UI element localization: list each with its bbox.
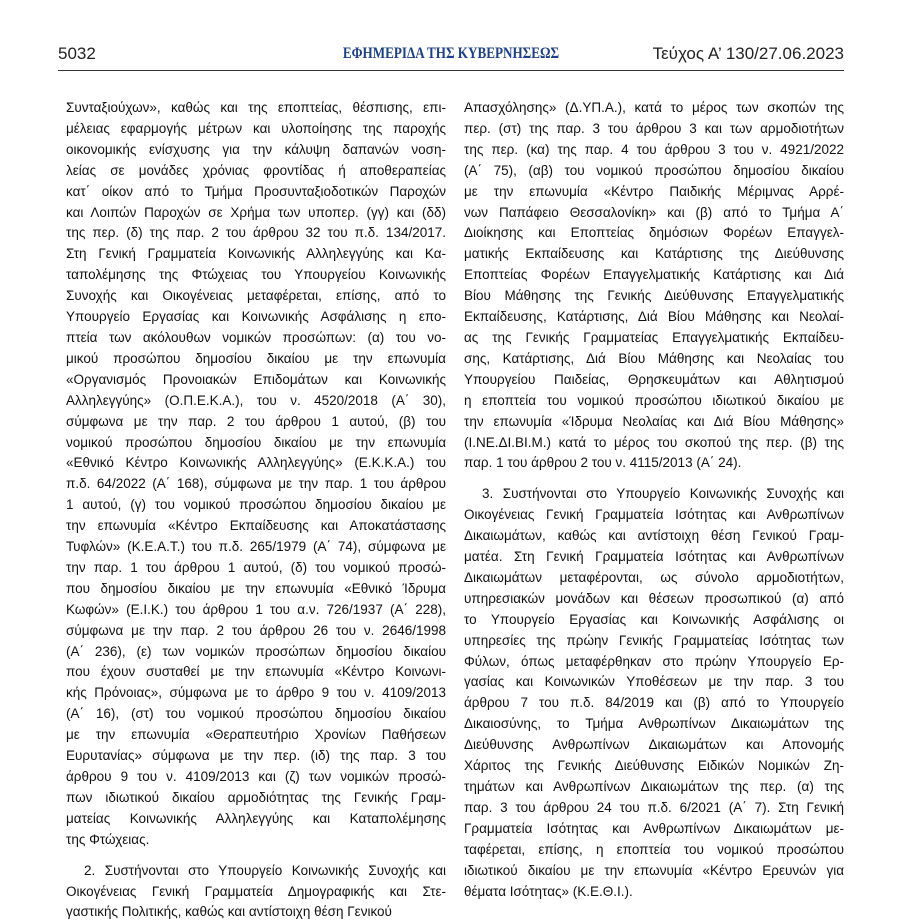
text-line: την επωνυμία «Ίδρυμα Νεολαίας και Διά Βίου Μάθησης» — [464, 413, 844, 429]
text-line: θέματα Ισότητας» (Κ.Ε.Θ.Ι.). — [464, 883, 633, 899]
text-line: μικού προσώπου δημοσίου δικαίου με την επωνυμία — [66, 350, 446, 366]
text-line: Ευρυτανίας» σύμφωνα με την περ. (ιδ) της παρ. 3 του — [66, 748, 446, 764]
text-line: με την επωνυμία «Κέντρο Παιδικής Μέριμνας Αρρέ- — [464, 183, 844, 199]
text-line: υπηρεσίες της πρώην Γενικής Γραμματείας Ισότητας των — [464, 632, 844, 648]
header-rule — [58, 70, 844, 71]
text-line: Αλληλεγγύης» (Ο.Π.Ε.Κ.Α.), του ν. 4520/2018 (Α΄ 30), — [66, 392, 446, 408]
text-line: πων ιδιωτικού δικαίου αρμοδιότητας της Γενικής Γραμ- — [66, 789, 446, 805]
text-line: ιδιωτικού δικαίου με την επωνυμία «Κέντρο Ερευνών για — [464, 862, 844, 878]
text-line: Συνοχής και Οικογένειας μεταφέρεται, επίσης, από το — [66, 288, 446, 304]
text-line: Δικαιοσύνης, το Τμήμα Ανθρωπίνων Δικαιωμάτων της — [464, 716, 844, 732]
text-line: 2. Συστήνονται στο Υπουργείο Κοινωνικής Συνοχής και — [84, 862, 446, 878]
text-line: παρ. 3 του άρθρου 24 του π.δ. 6/2021 (Α΄ 7). Στη Γενική — [464, 799, 844, 815]
text-line: άρθρου 7 του π.δ. 84/2019 και (β) από το Υπουργείο — [464, 695, 844, 711]
text-line: Υπουργείου Παιδείας, Θρησκευμάτων και Αθλητισμού — [464, 371, 844, 387]
paragraph — [66, 98, 446, 851]
paragraph — [66, 861, 446, 923]
text-line: γαστικής Πολιτικής, καθώς και αντίστοιχη θέση Γενικού — [66, 904, 392, 920]
text-line: 1 αυτού, (γ) του νομικού προσώπου δημοσίου δικαίου με — [66, 497, 446, 513]
left-column — [66, 98, 446, 923]
text-line: λείας σε μονάδες χρόνιας φροντίδας ή αποθεραπείας — [66, 162, 446, 178]
text-line: ματέα. Στη Γενική Γραμματεία Ισότητας και Ανθρωπίνων — [464, 549, 844, 565]
text-line: Διοίκησης και Εποπτείας δημόσιων Φορέων Επαγγελ- — [464, 225, 844, 241]
paragraph — [464, 484, 844, 902]
text-line: Τυφλών» (Κ.Ε.Α.Τ.) του π.δ. 265/1979 (Α΄ 74), σύμφωνα με — [66, 539, 446, 555]
gazette-title: ΕΦΗΜΕΡΙΔΑ ΤΗΣ ΚΥΒΕΡΝΗΣΕΩΣ — [342, 45, 560, 62]
text-line: περ. (στ) της παρ. 3 του άρθρου 3 και των αρμοδιοτήτων — [464, 120, 844, 136]
text-line: Εποπτείας Φορέων Επαγγελματικής Κατάρτισης και Διά — [464, 267, 844, 283]
right-column — [464, 98, 844, 902]
text-line: οικονομικής ενίσχυσης για την κάλυψη δαπανών νοση- — [66, 141, 446, 157]
text-line: Οικογένειας Γενική Γραμματεία Δημογραφικής και Στε- — [66, 883, 446, 899]
text-line: Υπουργείο Εργασίας και Κοινωνικής Ασφάλισης η επο- — [66, 309, 446, 325]
text-line: της περ. (δ) της παρ. 2 του άρθρου 32 του π.δ. 134/2017. — [66, 225, 446, 241]
text-line: παρ. 1 του άρθρου 2 του ν. 4115/2013 (Α΄ 24). — [464, 455, 742, 471]
text-line: Δικαιωμάτων, καθώς και αντίστοιχη θέση Γενικού Γραμ- — [464, 528, 844, 544]
text-line: άρθρου 9 του ν. 4109/2013 και (ζ) των νομικών προσώ- — [66, 769, 446, 784]
text-line: ματείας Κοινωνικής Αλληλεγγύης και Καταπολέμησης — [66, 810, 446, 826]
text-line: σης, Κατάρτισης, Διά Βίου Μάθησης και Νεολαίας του — [464, 350, 844, 366]
text-line: ας της Γενικής Γραμματείας Επαγγελματικής Εκπαίδευ- — [464, 329, 844, 345]
text-line: η εποπτεία του νομικού προσώπου ιδιωτικού δικαίου με — [464, 392, 844, 408]
text-line: Γραμματεία Ισότητας και Ανθρωπίνων Δικαιωμάτων με- — [464, 820, 844, 836]
text-line: Φύλων, όπως μεταφέρθηκαν στο πρώην Υπουργείο Ερ- — [464, 653, 844, 669]
text-line: Κωφών» (Ε.Ι.Κ.) του άρθρου 1 του α.ν. 726/1937 (Α΄ 228), — [66, 601, 446, 617]
text-line: π.δ. 64/2022 (Α΄ 168), σύμφωνα με την παρ. 1 του άρθρου — [66, 476, 446, 492]
text-line: 3. Συστήνονται στο Υπουργείο Κοινωνικής Συνοχής και — [482, 486, 844, 502]
text-line: νων Παπάφειο Θεσσαλονίκη» και (β) από το Τμήμα Α΄ — [464, 204, 844, 220]
text-line: Στη Γενική Γραμματεία Κοινωνικής Αλληλεγγύης και Κα- — [66, 246, 446, 262]
text-line: ταπολέμησης της Φτώχειας του Υπουργείου Κοινωνικής — [66, 267, 446, 283]
text-line: το Υπουργείο Εργασίας και Κοινωνικής Ασφάλισης οι — [464, 611, 844, 627]
text-line: Εκπαίδευσης, Κατάρτισης, Διά Βίου Μάθησης και Νεολαί- — [464, 309, 844, 325]
text-line: υπηρεσιακών μονάδων και θέσεων προσωπικού (α) από — [464, 590, 844, 606]
paragraph — [464, 98, 844, 474]
text-line: κής Πρόνοιας», σύμφωνα με το άρθρο 9 του ν. 4109/2013 — [66, 685, 446, 701]
text-line: κατ΄ οίκον από το Τμήμα Προσυνταξιοδοτικών Παροχών — [66, 183, 446, 199]
text-line: ματικής Εκπαίδευσης και Κατάρτισης της Διεύθυνσης — [464, 246, 844, 262]
text-line: που έχουν συσταθεί με την επωνυμία «Κέντρο Κοινωνι- — [66, 664, 446, 680]
text-line: «Εθνικό Κέντρο Κοινωνικής Αλληλεγγύης» (Ε.Κ.Κ.Α.) του — [66, 455, 446, 471]
text-line: Συνταξιούχων», καθώς και της εποπτείας, θέσπισης, επι- — [66, 100, 446, 115]
issue-number: Τεύχος Α’ 130/27.06.2023 — [652, 44, 844, 63]
text-line: της περ. (κα) της παρ. 4 του άρθρου 3 του ν. 4921/2022 — [464, 141, 844, 157]
page-header — [58, 44, 844, 68]
text-line: πτεία των ακόλουθων νομικών προσώπων: (α) του νο- — [66, 329, 446, 345]
text-line: Απασχόλησης» (Δ.ΥΠ.Α.), κατά το μέρος των σκοπών της — [464, 100, 844, 115]
text-line: νομικού προσώπου δημοσίου δικαίου με την επωνυμία — [66, 434, 446, 450]
text-line: που δημοσίου δικαίου με την επωνυμία «Εθνικό Ίδρυμα — [66, 580, 446, 596]
text-line: τημάτων και Ανθρωπίνων Δικαιωμάτων της περ. (α) της — [464, 779, 844, 794]
text-line: Βίου Μάθησης της Γενικής Διεύθυνσης Επαγγελματικής — [464, 288, 844, 304]
text-line: γασίας και Κοινωνικών Υποθέσεων με την παρ. 3 του — [464, 674, 844, 690]
text-line: την επωνυμία «Κέντρο Εκπαίδευσης και Αποκατάστασης — [66, 518, 446, 534]
text-line: (Ι.ΝΕ.ΔΙ.ΒΙ.Μ.) κατά το μέρος του σκοπού της περ. (β) της — [464, 434, 844, 450]
text-line: (Α΄ 75), (αβ) του νομικού προσώπου δημοσίου δικαίου — [464, 162, 844, 178]
text-line: σύμφωνα με την παρ. 2 του άρθρου 26 του ν. 2646/1998 — [66, 622, 446, 638]
text-line: και Λοιπών Παροχών σε Χρήμα των υποπερ. (γγ) και (δδ) — [66, 204, 446, 220]
text-line: Χάριτος της Γενικής Διεύθυνσης Ειδικών Νομικών Ζη- — [464, 758, 844, 774]
text-line: (Α΄ 16), (στ) του νομικού προσώπου δημοσίου δικαίου — [66, 706, 446, 722]
page-number: 5032 — [58, 44, 96, 63]
text-line: (Α΄ 236), (ε) των νομικών προσώπων δημοσίου δικαίου — [66, 643, 446, 659]
text-line: με την επωνυμία «Θεραπευτήριο Χρονίων Παθήσεων — [66, 727, 446, 743]
text-line: Διεύθυνσης Ανθρωπίνων Δικαιωμάτων και Απονομής — [464, 737, 844, 753]
text-line: μέλειας εφαρμογής μέτρων και υλοποίησης της παροχής — [66, 120, 446, 136]
text-line: Δικαιωμάτων μεταφέρονται, ως σύνολο αρμοδιοτήτων, — [464, 569, 844, 585]
text-line: «Οργανισμός Προνοιακών Επιδομάτων και Κοινωνικής — [66, 371, 446, 387]
text-line: Οικογένειας Γενική Γραμματεία Ισότητας και Ανθρωπίνων — [464, 507, 844, 523]
text-line: την παρ. 1 του άρθρου 1 αυτού, (δ) του νομικού προσώ- — [66, 559, 446, 575]
text-line: της Φτώχειας. — [66, 831, 150, 847]
text-line: ταφέρεται, επίσης, η εποπτεία του νομικού προσώπου — [464, 841, 844, 857]
text-line: σύμφωνα με την παρ. 2 του άρθρου 1 αυτού, (β) του — [66, 413, 446, 429]
